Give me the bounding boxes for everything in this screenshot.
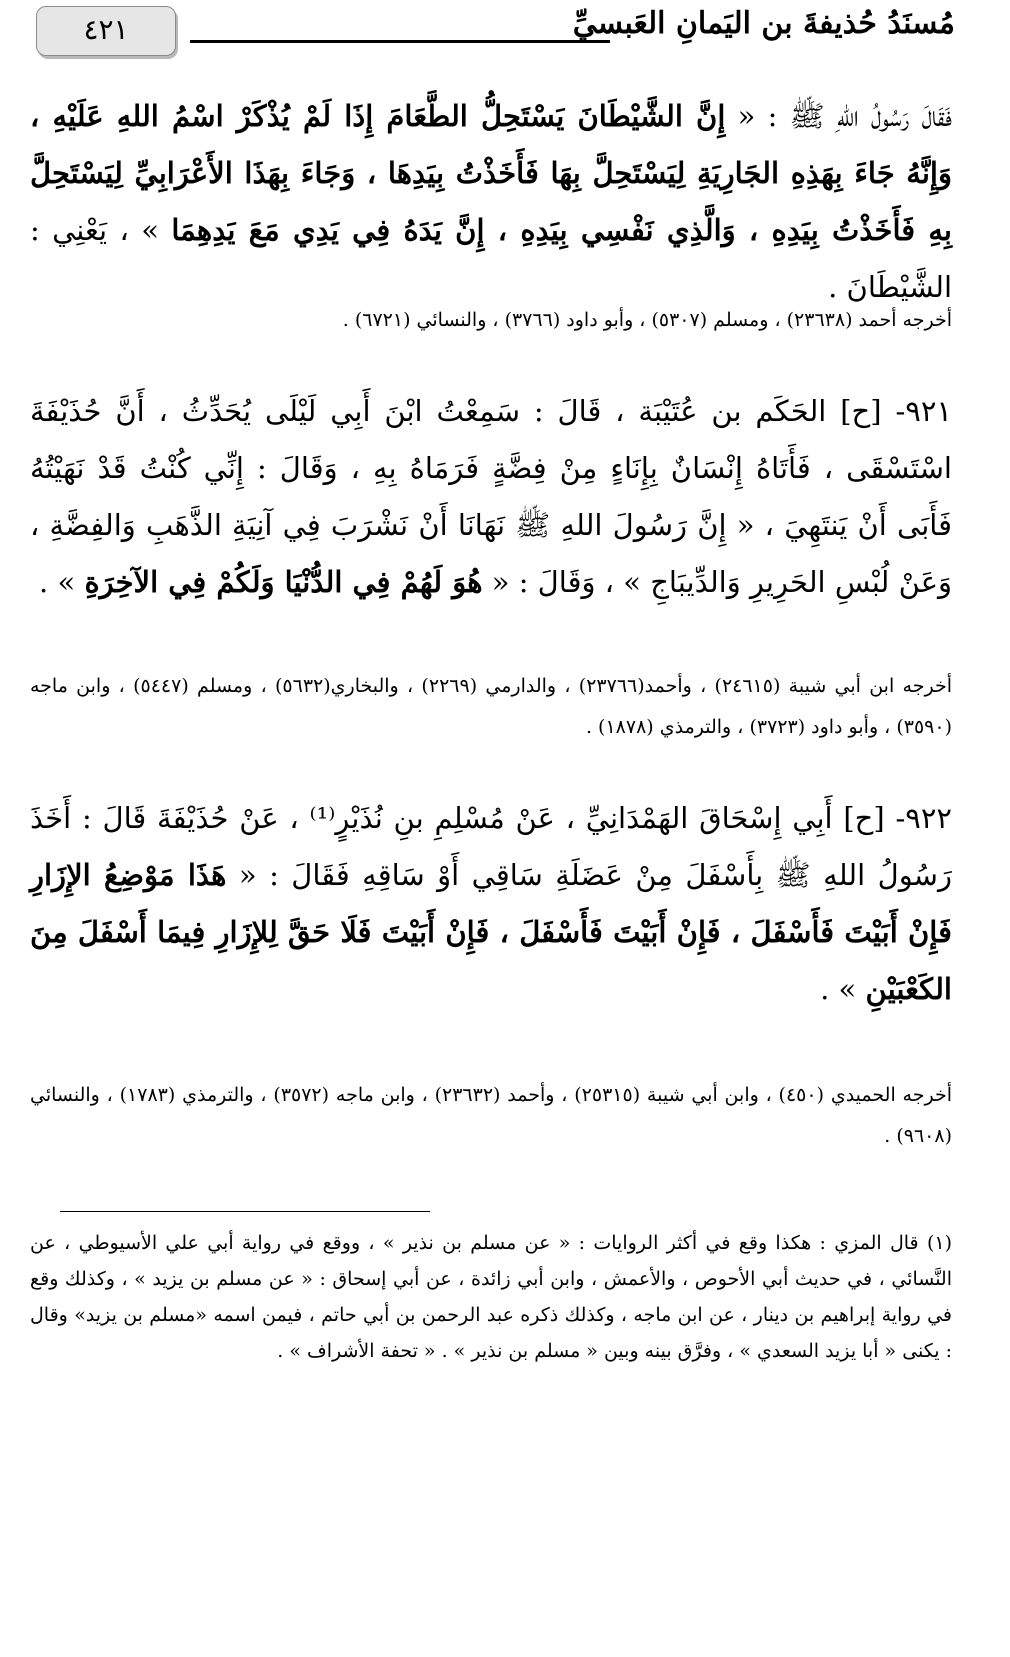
prophetic-text: هَذَا مَوْضِعُ الإِزَارِ فَإِنْ أَبَيْتَ فَأَسْفَلَ ، فَإِنْ أَبَيْتَ فَأَسْفَلَ ، فَإِنْ أَبَيْتَ فَلَا حَقَّ لِلإِزَارِ فِيمَا أَسْفَلَ مِنَ الكَعْبَيْنِ: [30, 858, 952, 1006]
takhrij: أخرجه ابن أبي شيبة (٢٤٦١٥) ، وأحمد(٢٣٧٦٦) ، والدارمي (٢٢٦٩) ، والبخاري(٥٦٣٢) ، ومسلم (٥٤٤٧) ، وابن ماجه (٣٥٩٠) ، وأبو داود (٣٧٢٣) ، والترمذي (١٨٧٨) .: [30, 675, 952, 738]
page-header: [30, 0, 955, 62]
prophetic-text: هُوَ لَهُمْ فِي الدُّنْيَا وَلَكُمْ فِي الآخِرَةِ: [84, 565, 483, 599]
footnote-divider: [60, 1211, 430, 1212]
running-title: مُسنَدُ حُذيفةَ بن اليَمانِ العَبسيِّ: [572, 6, 955, 41]
takhrij: أخرجه الحميدي (٤٥٠) ، وابن أبي شيبة (٢٥٣١٥) ، وأحمد (٢٣٦٣٢) ، وابن ماجه (٣٥٧٢) ، والترمذي (١٧٨٣) ، والنسائي (٩٦٠٨) .: [30, 1084, 952, 1147]
header-divider: [190, 40, 610, 43]
hadith-tail: » .: [820, 972, 866, 1006]
hadith-921: [30, 383, 952, 611]
hadith-tail: » .: [39, 565, 85, 599]
hadith-continuation: [30, 88, 952, 316]
hadith-tail: » ، يَعْنِي : الشَّيْطَانَ .: [30, 213, 952, 304]
footnote-text: (١) قال المزي : هكذا وقع في أكثر الروايات : « عن مسلم بن نذير » ، ووقع في رواية أبي علي الأسيوطي ، عن النَّسائي ، في حديث أبي الأحوص ، والأعمش ، وابن أبي زائدة ، عن أبي إسحاق : « عن مسلم بن يزيد » ، وكذلك وقع في رواية إبراهيم بن دينار ، عن ابن ماجه ، وكذلك ذكره عبد الرحمن بن أبي حاتم ، فيمن اسمه «مسلم بن يزيد» وقال : يكنى « أبا يزيد السعدي » ، وفرَّق بينه وبين « مسلم بن نذير » . « تحفة الأشراف » .: [30, 1232, 952, 1362]
hadith-text: ٩٢١- [ح] الحَكَم بن عُتَيْبَة ، قَالَ : سَمِعْتُ ابْنَ أَبِي لَيْلَى يُحَدِّثُ ، أَنَّ حُذَيْفَةَ اسْتَسْقَى ، فَأَتَاهُ إِنْسَانٌ بِإِنَاءٍ مِنْ فِضَّةٍ فَرَمَاهُ بِهِ ، وَقَالَ : إِنِّي كُنْتُ قَدْ نَهَيْتُهُ فَأَبَى أَنْ يَنتَهِيَ ، « إِنَّ رَسُولَ اللهِ ﷺ نَهَانَا أَنْ نَشْرَبَ فِي آنِيَةِ الذَّهَبِ وَالفِضَّةِ ، وَعَنْ لُبْسِ الحَرِيرِ وَالدِّيبَاجِ » ، وَقَالَ : «: [30, 394, 952, 599]
footnote: [30, 1225, 952, 1369]
hadith-922: [30, 790, 952, 1018]
hadith-text: ٩٢٢- [ح] أَبِي إِسْحَاقَ الهَمْدَانِيِّ ، عَنْ مُسْلِمِ بنِ نُذَيْرٍ⁽¹⁾ ، عَنْ حُذَيْفَةَ قَالَ : أَخَذَ رَسُولُ اللهِ ﷺ بِأَسْفَلَ مِنْ عَضَلَةِ سَاقِي أَوْ سَاقِهِ فَقَالَ : «: [30, 801, 952, 892]
page-number: ٤٢١: [36, 6, 176, 56]
hadith-lead: فَقَالَ رَسُولُ اللهِ ﷺ : «: [725, 99, 952, 133]
takhrij: أخرجه أحمد (٢٣٦٣٨) ، ومسلم (٥٣٠٧) ، وأبو داود (٣٧٦٦) ، والنسائي (٦٧٢١) .: [342, 309, 952, 331]
prophetic-text: إِنَّ الشَّيْطَانَ يَسْتَحِلُّ الطَّعَامَ إِذَا لَمْ يُذْكَرْ اسْمُ اللهِ عَلَيْهِ ، وَإِنَّهُ جَاءَ بِهَذِهِ الجَارِيَةِ لِيَسْتَحِلَّ بِهَا فَأَخَذْتُ بِيَدِهَا ، وَجَاءَ بِهَذَا الأَعْرَابِيِّ لِيَسْتَحِلَّ بِهِ فَأَخَذْتُ بِيَدِهِ ، وَالَّذِي نَفْسِي بِيَدِهِ ، إِنَّ يَدَهُ فِي يَدِي مَعَ يَدِهِمَا: [30, 99, 953, 247]
